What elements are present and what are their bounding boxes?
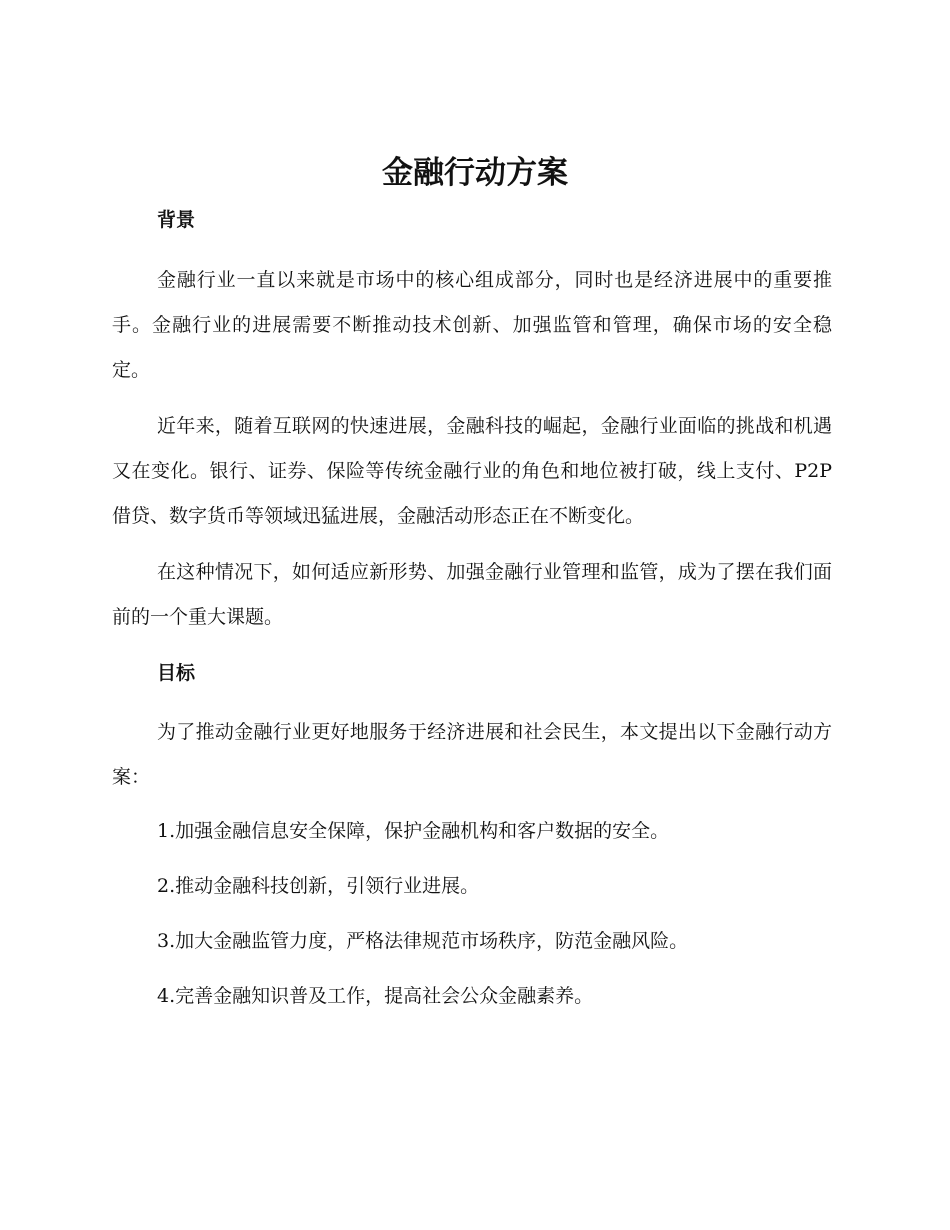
section-heading-goals: 目标 xyxy=(157,662,196,684)
goal-list-item: 4.完善金融知识普及工作，提高社会公众金融素养。 xyxy=(157,985,594,1007)
document-body xyxy=(112,203,832,1029)
background-paragraph-3: 在这种情况下，如何适应新形势、加强金融行业管理和监管，成为了摆在我们面前的一个重大课题。 xyxy=(112,561,832,628)
goal-list-item: 1.加强金融信息安全保障，保护金融机构和客户数据的安全。 xyxy=(157,820,670,842)
goals-intro-paragraph: 为了推动金融行业更好地服务于经济进展和社会民生，本文提出以下金融行动方案： xyxy=(112,721,832,788)
goal-list-item: 3.加大金融监管力度，严格法律规范市场秩序，防范金融风险。 xyxy=(157,930,689,952)
document-title: 金融行动方案 xyxy=(382,155,568,191)
goal-list-item: 2.推动金融科技创新，引领行业进展。 xyxy=(157,875,480,897)
background-paragraph-2: 近年来，随着互联网的快速进展，金融科技的崛起，金融行业面临的挑战和机遇又在变化。银行、证券、保险等传统金融行业的角色和地位被打破，线上支付、P2P借贷、数字货币等领域迅猛进展，金融活动形态正在不断变化。 xyxy=(112,415,832,527)
section-heading-background: 背景 xyxy=(157,209,196,231)
background-paragraph-1: 金融行业一直以来就是市场中的核心组成部分，同时也是经济进展中的重要推手。金融行业的进展需要不断推动技术创新、加强监管和管理，确保市场的安全稳定。 xyxy=(112,269,832,381)
